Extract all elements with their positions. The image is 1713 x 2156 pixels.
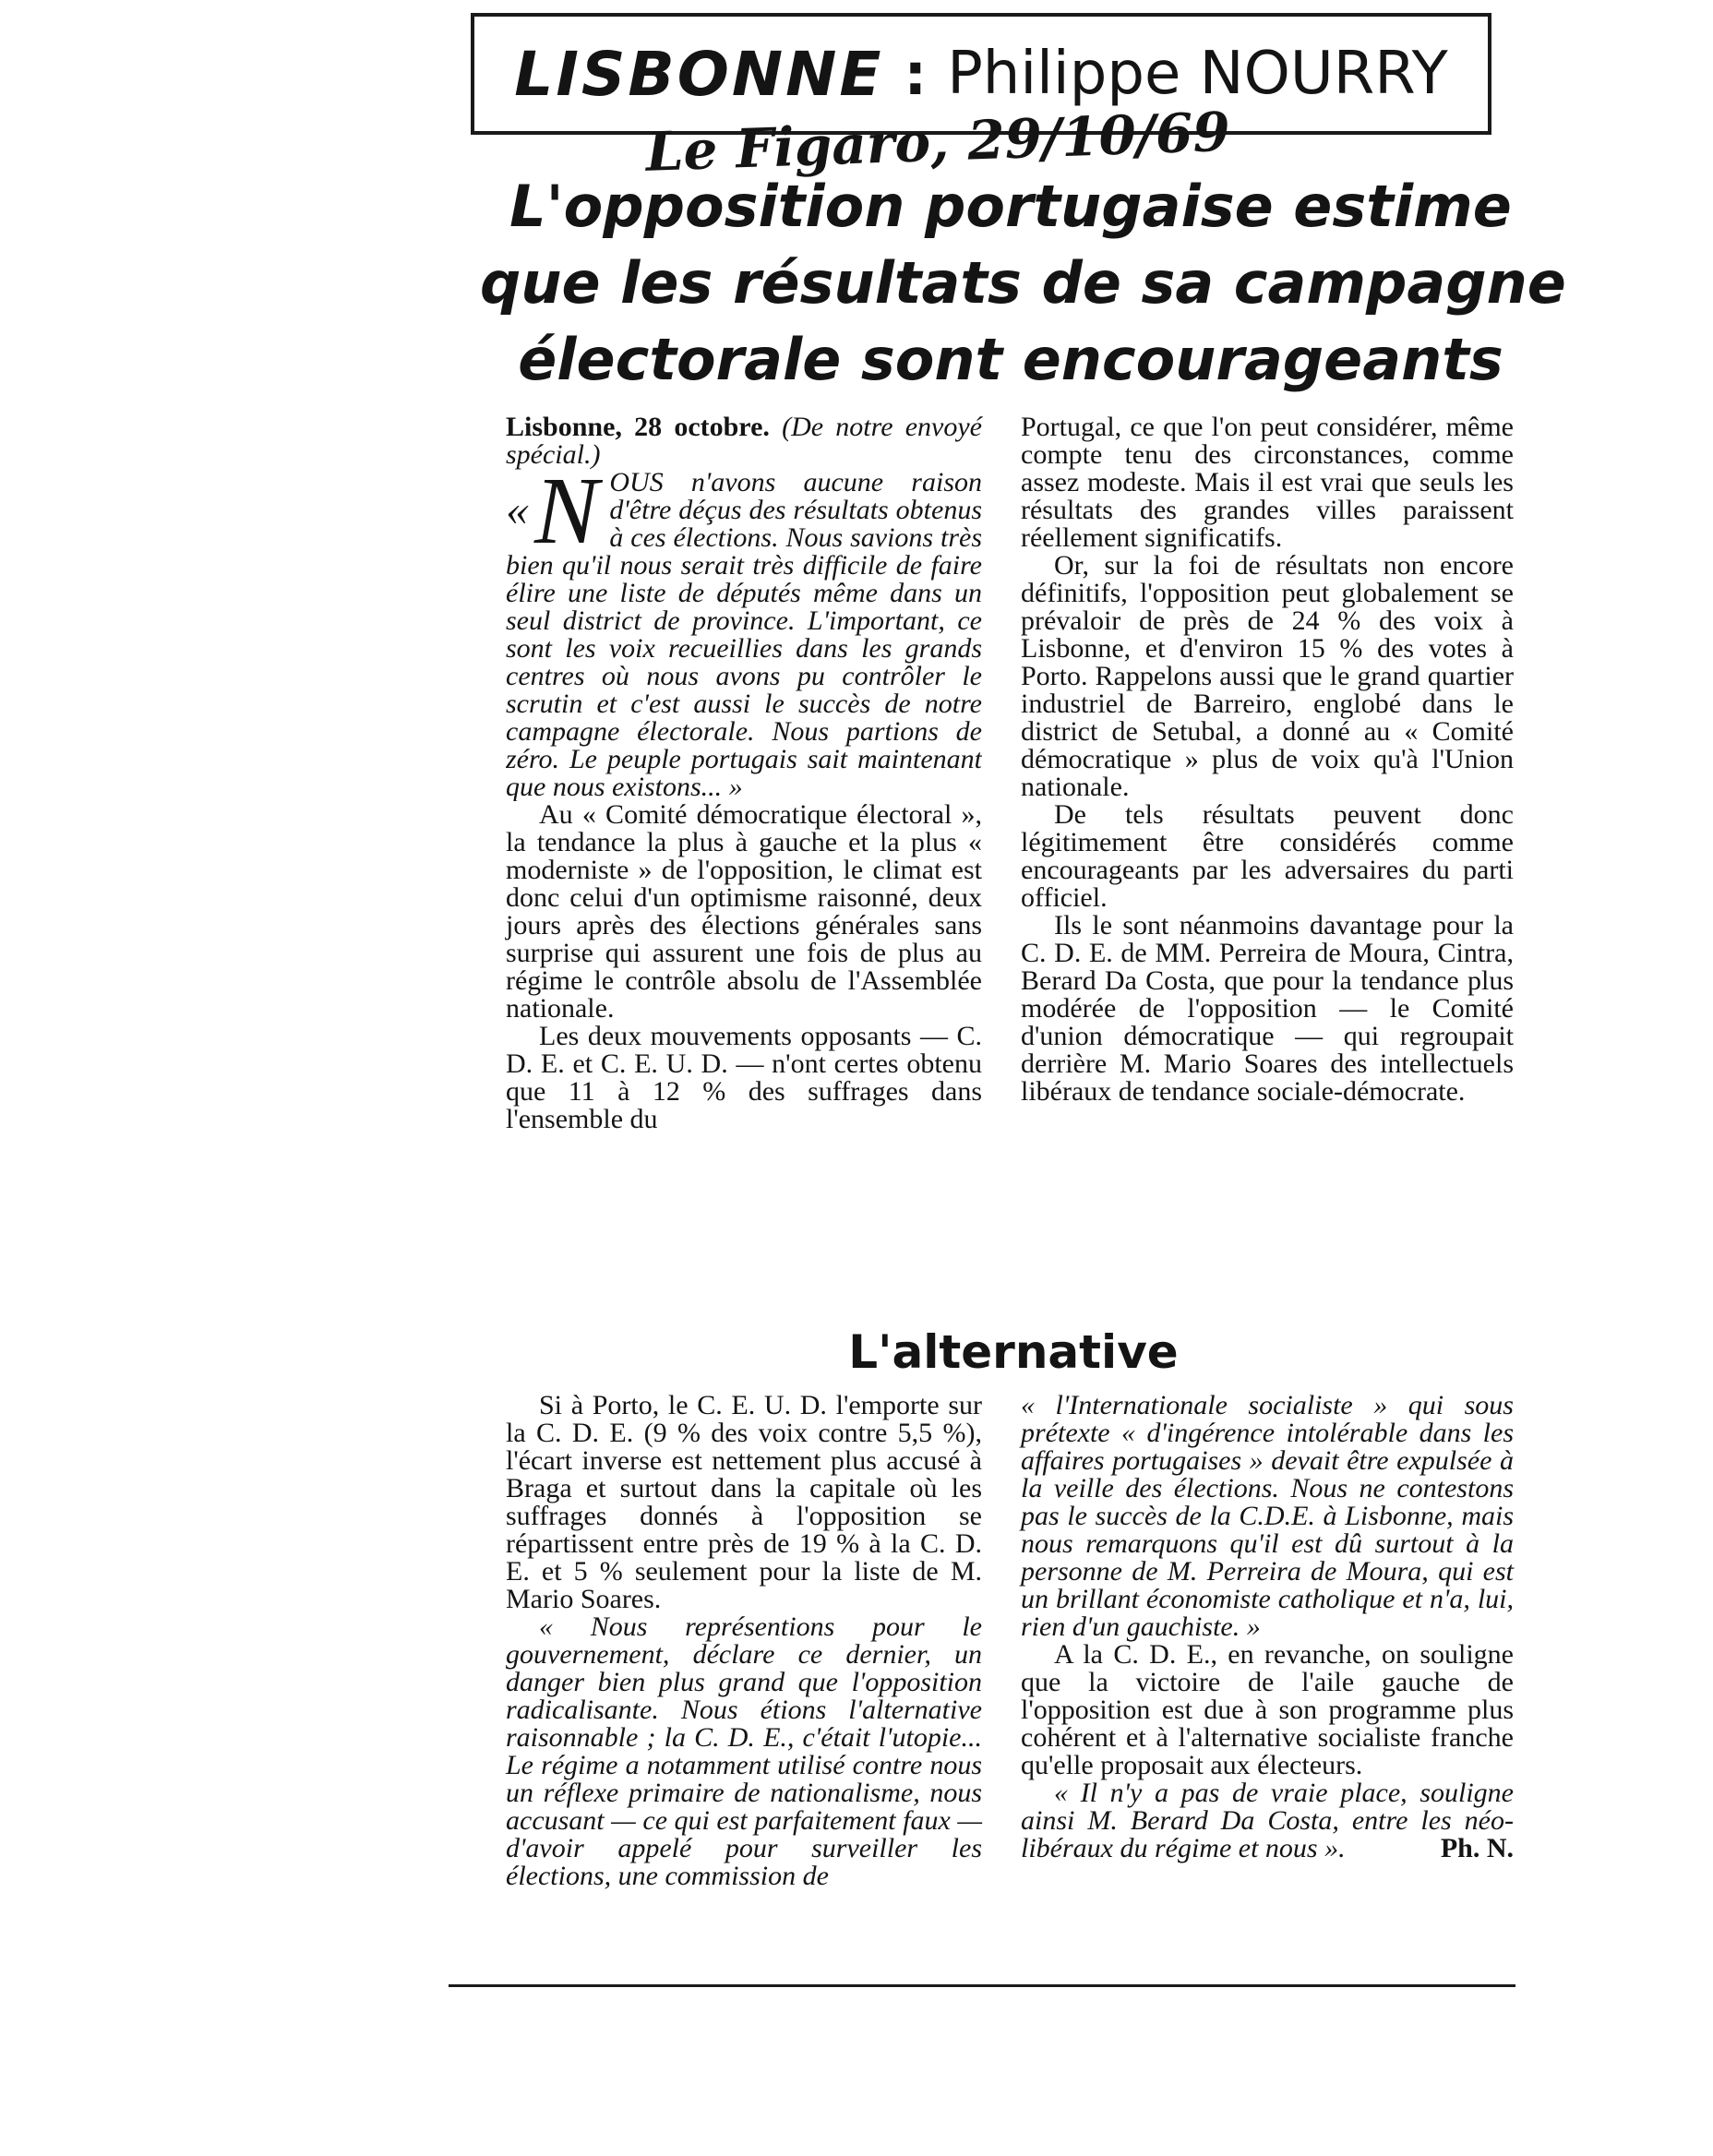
paragraph: Or, sur la foi de résultats non encore définitifs, l'opposition peut globalement se prévaloir de près de 24 % des voix à Lisbonne, et d'environ 15 % des votes à Porto. Rappelons aussi que le grand quartier industriel de Barreiro, englobé dans le district de Setubal, a donné au « Comité démocratique » plus de voix qu'à l'Union nationale.	[1021, 550, 1514, 802]
article-column-1	[506, 413, 982, 1133]
lead-paragraph	[506, 469, 982, 801]
closing-quote-paragraph	[1021, 1779, 1514, 1863]
paragraph: Au « Comité démocratique électoral », la tendance la plus à gauche et la plus « moderniste » de l'opposition, le climat est donc celui d'un optimisme raisonné, deux jours après des élections générales sans surprise qui assurent une fois de plus au régime le contrôle absolu de l'Assemblée nationale.	[506, 799, 982, 1024]
subheading: L'alternative	[848, 1325, 1179, 1379]
paragraph: Si à Porto, le C. E. U. D. l'emporte sur la C. D. E. (9 % des voix contre 5,5 %), l'écart inverse est nettement plus accusé à Braga et surtout dans la capitale où les suffrages donnés à l'opposition se répartissent entre près de 19 % à la C. D. E. et 5 % seulement pour la liste de M. Mario Soares.	[506, 1390, 982, 1614]
author-signature: Ph. N.	[1440, 1833, 1514, 1863]
dateline-text: Lisbonne, 28 octobre.	[506, 412, 770, 442]
handwritten-annotation: Le Figaro, 29/10/69	[644, 100, 1231, 184]
article-column-3	[506, 1392, 982, 1890]
dateline	[506, 413, 982, 469]
headline-line-3: électorale sont encourageants	[518, 326, 1503, 393]
bottom-rule	[449, 1984, 1515, 1987]
header-city: LISBONNE	[514, 38, 884, 110]
article-column-4	[1021, 1392, 1514, 1863]
drop-cap: N	[534, 469, 599, 564]
article-column-2	[1021, 413, 1514, 1106]
paragraph: De tels résultats peuvent donc légitimement être considérés comme encourageants par les adversaires du parti officiel.	[1021, 799, 1514, 913]
opening-quote: «	[506, 484, 529, 535]
dateline-note: (De notre envoyé spécial.)	[506, 412, 983, 470]
header-separator: :	[904, 40, 928, 108]
headline	[480, 168, 1566, 398]
quote-paragraph: « l'Internationale socialiste » qui sous prétexte « d'ingérence intolérable dans les affaires portugaises » devait être expulsée à la veille des élections. Nous ne contestons pas le succès de la C.D.E. à Lisbonne, mais nous remarquons qu'il est dû surtout à la personne de M. Perreira de Moura, qui est un brillant économiste catholique et n'a, lui, rien d'un gauchiste. »	[1021, 1390, 1514, 1642]
headline-line-2: que les résultats de sa campagne	[480, 249, 1566, 317]
paragraph: A la C. D. E., en revanche, on souligne que la victoire de l'aile gauche de l'opposition est due à son programme plus cohérent et à l'alternative socialiste franche qu'elle proposait aux électeurs.	[1021, 1639, 1514, 1780]
paragraph: Les deux mouvements opposants — C. D. E. et C. E. U. D. — n'ont certes obtenu que 11 à 12 % des suffrages dans l'ensemble du	[506, 1021, 982, 1134]
header-author: Philippe NOURRY	[947, 40, 1448, 108]
paragraph: Portugal, ce que l'on peut considérer, même compte tenu des circonstances, comme assez modeste. Mais il est vrai que seuls les résultats des grandes villes paraissent réellement significatifs.	[1021, 412, 1514, 553]
lead-quote-text: OUS n'avons aucune raison d'être déçus des résultats obtenus à ces élections. Nous savions très bien qu'il nous serait très difficile de faire élire une liste de députés même dans un seul district de province. L'important, ce sont les voix recueillies dans les grands centres où nous avons pu contrôler le scrutin et c'est aussi le succès de notre campagne électorale. Nous partions de zéro. Le peuple portugais sait maintenant que nous existons... »	[506, 469, 982, 801]
closing-quote-text: « Il n'y a pas de vraie place, souligne ainsi M. Berard Da Costa, entre les néo-libéraux du régime et nous ».	[1021, 1778, 1514, 1863]
paragraph: Ils le sont néanmoins davantage pour la C. D. E. de MM. Perreira de Moura, Cintra, Berard Da Costa, que pour la tendance plus modérée de l'opposition — le Comité d'union démocratique — qui regroupait derrière M. Mario Soares des intellectuels libéraux de tendance sociale-démocrate.	[1021, 910, 1514, 1107]
quote-paragraph: « Nous représentions pour le gouvernement, déclare ce dernier, un danger bien plus grand que l'opposition radicalisante. Nous étions l'alternative raisonnable ; la C. D. E., c'était l'utopie... Le régime a notamment utilisé contre nous un réflexe primaire de nationalisme, nous accusant — ce qui est parfaitement faux — d'avoir appelé pour surveiller les élections, une commission de	[506, 1611, 982, 1891]
headline-line-1: L'opposition portugaise estime	[509, 173, 1512, 240]
